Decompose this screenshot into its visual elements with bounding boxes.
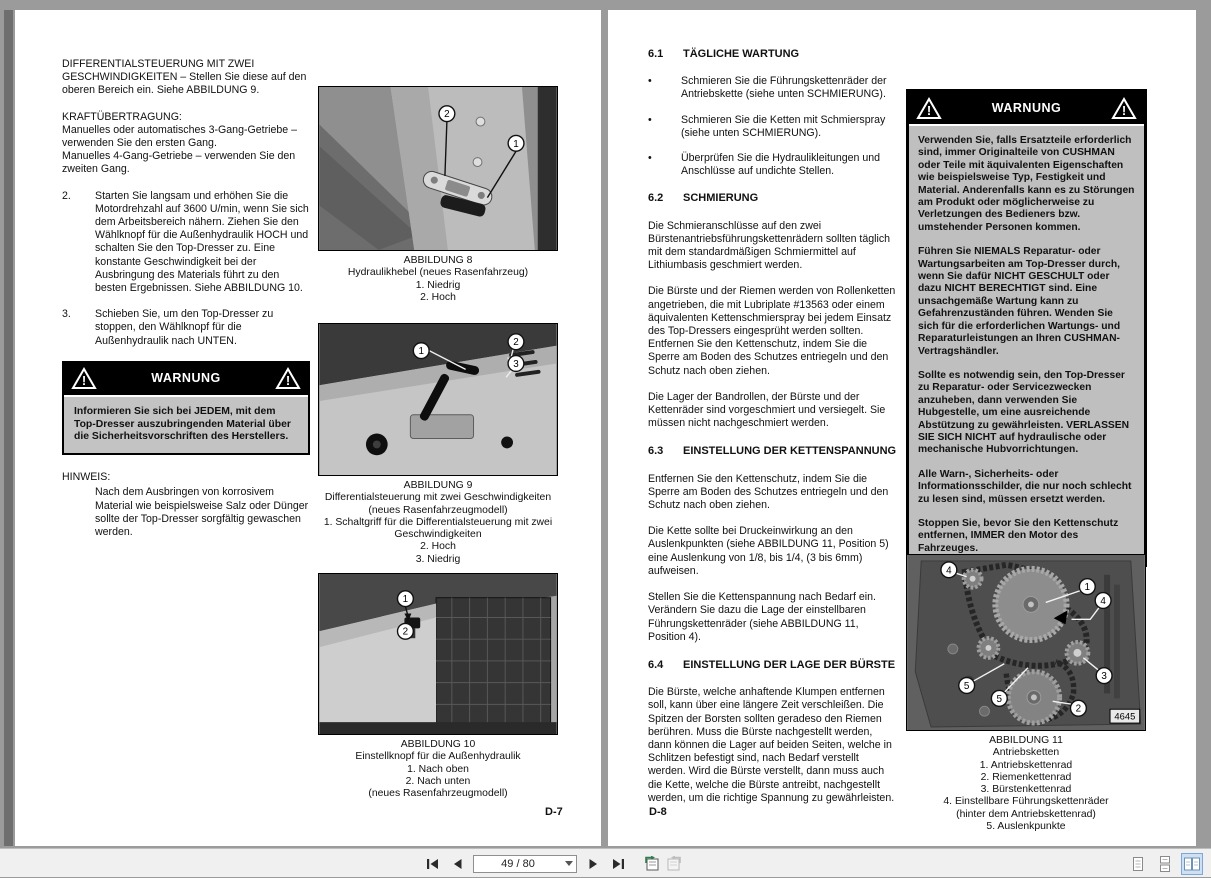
figure-10-caption bbox=[318, 739, 558, 800]
paragraph: Die Schmieranschlüsse auf den zwei Bürstenantriebsführungskettenrädern sollten täglich mit dem standardmäßigen Schmiermittel auf Lithiumbasis geschmiert werden. bbox=[648, 219, 891, 272]
next-view-icon bbox=[666, 856, 683, 871]
mesh-edge bbox=[538, 87, 557, 250]
section-title: TÄGLICHE WARTUNG bbox=[683, 48, 800, 60]
callout-3 bbox=[508, 356, 524, 372]
caption-line: 1. Schaltgriff für die Differentialsteuerung mit zwei bbox=[323, 516, 553, 528]
section-number: 6.3 bbox=[648, 445, 664, 458]
item-number: 3. bbox=[62, 308, 71, 321]
caption-line: ABBILDUNG 10 bbox=[400, 739, 476, 750]
caption-line: ABBILDUNG 11 bbox=[989, 735, 1063, 746]
caption-line: 4. Einstellbare Führungskettenräder bbox=[943, 796, 1109, 808]
figure-9-image bbox=[318, 323, 558, 476]
hinweis-text: Nach dem Ausbringen von korrosivem Material wie beispielsweise Salz oder Dünger sollte der Top-Dresser sorgfältig gewaschen werden. bbox=[95, 486, 309, 539]
figure-11-image bbox=[906, 554, 1146, 731]
warning-box bbox=[62, 361, 310, 455]
bullet-item bbox=[648, 114, 898, 140]
caption-line: (neues Rasenfahrzeugmodell) bbox=[368, 788, 508, 800]
svg-text:2: 2 bbox=[402, 626, 409, 638]
svg-text:!: ! bbox=[81, 373, 87, 389]
callout-3 bbox=[1096, 668, 1112, 684]
drive-sprocket-large bbox=[995, 569, 1066, 640]
single-page-layout-button[interactable] bbox=[1127, 853, 1149, 875]
warning-body bbox=[909, 126, 1144, 564]
warning-paragraph: Führen Sie NIEMALS Reparatur- oder Wartungsarbeiten am Top-Dresser durch, wenn Sie dafür NICHT GESCHULT oder dazu NICHT BERECHTIGT sind. Eine unsachgemäße Wartung kann zu Gefahrenzuständen führen. Wenden Sie sich für die erforderlichen Wartungs- und Reparaturleistungen an Ihren CUSHMAN-Vertragshändler. bbox=[918, 246, 1121, 357]
photo-id-tag bbox=[1110, 709, 1140, 723]
hinweis-label: HINWEIS: bbox=[62, 471, 111, 484]
callout-2 bbox=[1070, 700, 1086, 716]
caption-line: Differentialsteuerung mit zwei Geschwindigkeiten bbox=[324, 492, 552, 504]
figure-8 bbox=[318, 86, 558, 304]
paragraph: Die Kette sollte bei Druckeinwirkung an den Auslenkpunkten (siehe ABBILDUNG 11, Position 5) eine Auslenkung von 1/8, bis 1/4, (3 bis 6mm) aufweisen. bbox=[648, 525, 889, 577]
caption-line: 2. Nach unten bbox=[405, 775, 471, 787]
item-number: 2. bbox=[62, 189, 71, 202]
continuous-layout-icon bbox=[1158, 856, 1172, 872]
callout-4a bbox=[941, 562, 957, 578]
view-history-buttons bbox=[642, 854, 683, 874]
warning-paragraph: Stoppen Sie, bevor Sie den Kettenschutz entfernen, IMMER den Motor des Fahrzeuges. bbox=[918, 517, 1119, 554]
bullet-item bbox=[648, 152, 898, 178]
item-text: Starten Sie langsam und erhöhen Sie die Motordrehzahl auf 3600 U/min, wenn Sie sich dem Arbeitsbereich nähern. Ziehen Sie den Wählknopf für die Außenhydraulik HOCH und schalten Sie den Top-Dresser zu. Eine konstante Geschwindigkeit bei der Ausbringung des Materials führt zu den besten Ergebnissen. Siehe ABBILDUNG 10. bbox=[95, 189, 309, 295]
next-page-button[interactable] bbox=[584, 854, 602, 874]
paragraph: Die Bürste, welche anhaftende Klumpen entfernen soll, kann über eine längere Zeit verschleißen. Die Spitzen der Borsten sollten geradeso den Riemen berühren. Muss die Bürste nachgestellt werden, dann können die Lager auf beiden Seiten, welche in Schlitzen befestigt sind, nach Bedarf verstellt werden. Wird die Bürste verstellt, dann muss auch die Kette, welche die Bürste antreibt, nachgestellt werden, um die richtige Spannung zu gewährleisten. bbox=[648, 686, 895, 804]
caption-line: (neues Rasenfahrzeugmodell) bbox=[368, 504, 508, 516]
svg-text:5: 5 bbox=[963, 680, 970, 692]
next-view-button[interactable] bbox=[665, 854, 683, 874]
caption-line: 5. Auslenkpunkte bbox=[986, 821, 1066, 833]
svg-text:1: 1 bbox=[418, 346, 424, 358]
callout-2 bbox=[508, 334, 524, 350]
item-text: Schieben Sie, um den Top-Dresser zu stoppen, den Wählknopf für die Außenhydraulik nach UNTEN. bbox=[95, 308, 274, 347]
caption-line: Einstellknopf für die Außenhydraulik bbox=[355, 751, 521, 763]
belt-sprocket-right bbox=[1067, 642, 1089, 664]
bullet-marker: • bbox=[648, 113, 652, 126]
paragraph: Die Lager der Bandrollen, der Bürste und der Kettenräder sind vorgeschmiert und versiegelt. Sie müssen nicht nachgeschmiert werden. bbox=[648, 390, 886, 430]
warning-body bbox=[64, 397, 308, 453]
paragraph: Manuelles oder automatisches 3-Gang-Getriebe – verwenden Sie den ersten Gang. bbox=[62, 123, 297, 150]
bullet-text: Schmieren Sie die Führungskettenräder der Antriebskette (siehe unten SCHMIERUNG). bbox=[681, 75, 887, 101]
paragraph: Manuelles 4-Gang-Getriebe – verwenden Sie den zweiten Gang. bbox=[62, 150, 296, 176]
caption-line: 2. Hoch bbox=[420, 541, 456, 553]
bullet-item bbox=[648, 75, 898, 101]
chevron-down-icon bbox=[565, 861, 573, 866]
section-number: 6.1 bbox=[648, 48, 664, 60]
warning-triangle-icon bbox=[71, 367, 97, 390]
previous-page-button[interactable] bbox=[448, 854, 466, 874]
section-heading bbox=[648, 659, 898, 672]
next-page-icon bbox=[587, 857, 600, 871]
caption-line: 3. Niedrig bbox=[415, 553, 461, 565]
callout-1 bbox=[508, 135, 524, 151]
paragraph: Die Bürste und der Riemen werden von Rollenketten angetrieben, die mit Lubriplate #13563 oder einem äquivalenten Kettenschmierspray bei jedem Einsatz des Top-Dressers eingesprüht werden sollten. Entfernen Sie den Kettenschutz, indem Sie die Sperre am Boden des Schutzes entriegeln und den Schutz nach oben ziehen. bbox=[648, 285, 896, 377]
warning-paragraph: Sollte es notwendig sein, den Top-Dresser zu Reparatur- oder Servicezwecken anzuheben, dann verwenden Sie Hubgestelle, um eine ausreichende Abstützung zu gewährleisten. VERLASSEN SIE SICH NICHT auf hydraulische oder mechanische Hubvorrichtungen. bbox=[918, 369, 1130, 456]
callout-1 bbox=[413, 343, 429, 359]
warning-paragraph: Verwenden Sie, falls Ersatzteile erforderlich sind, immer Originalteile von CUSHMAN oder Teile mit äquivalenten Eigenschaften wie beispielsweise Typ, Festigkeit und Material. Anderenfalls kann es zu Störungen am Produkt oder möglicherweise zu Verletzungen des Bedieners bzw. umstehender Personen kommen. bbox=[918, 135, 1135, 233]
numbered-item bbox=[62, 308, 310, 348]
page-field bbox=[473, 855, 577, 873]
svg-text:!: ! bbox=[1121, 102, 1127, 118]
previous-view-icon bbox=[643, 856, 660, 871]
document-page-left bbox=[15, 10, 601, 846]
callout-5a bbox=[959, 678, 975, 694]
svg-text:2: 2 bbox=[1075, 703, 1082, 715]
previous-page-icon bbox=[451, 857, 464, 871]
warning-box bbox=[906, 89, 1147, 567]
paragraph: Stellen Sie die Kettenspannung nach Bedarf ein. Verändern Sie dazu die Lage der einstellbaren Führungskettenräder (siehe ABBILDUNG 11, Position 4). bbox=[648, 591, 876, 643]
two-page-layout-icon bbox=[1183, 856, 1201, 872]
svg-text:1: 1 bbox=[402, 594, 409, 606]
svg-text:3: 3 bbox=[513, 358, 519, 370]
single-page-layout-icon bbox=[1131, 856, 1145, 872]
previous-view-button[interactable] bbox=[642, 854, 660, 874]
figure-9 bbox=[318, 323, 558, 566]
continuous-layout-button[interactable] bbox=[1154, 853, 1176, 875]
figure-10-image bbox=[318, 573, 558, 735]
page-number: D-8 bbox=[649, 806, 667, 818]
caption-line: 1. Niedrig bbox=[415, 279, 461, 291]
section-title: EINSTELLUNG DER LAGE DER BÜRSTE bbox=[683, 658, 896, 671]
section-heading bbox=[648, 48, 898, 61]
caption-line: 1. Nach oben bbox=[407, 763, 469, 775]
callout-2 bbox=[398, 623, 414, 639]
svg-text:4: 4 bbox=[1100, 595, 1106, 607]
svg-text:3: 3 bbox=[1101, 671, 1107, 683]
warning-header bbox=[909, 92, 1144, 126]
lever-base bbox=[410, 415, 473, 439]
caption-line: ABBILDUNG 8 bbox=[403, 255, 473, 266]
section-title: EINSTELLUNG DER KETTENSPANNUNG bbox=[683, 445, 897, 458]
page-layout-controls bbox=[1127, 852, 1203, 876]
warning-paragraph: Informieren Sie sich bei JEDEM, mit dem Top-Dresser auszubringenden Material über die Sicherheitsvorschriften des Herstellers. bbox=[74, 405, 291, 443]
warning-triangle-icon bbox=[1111, 97, 1137, 120]
numbered-item bbox=[62, 190, 310, 296]
bullet-marker: • bbox=[648, 152, 652, 165]
bullet-text: Schmieren Sie die Ketten mit Schmierspray (siehe unten SCHMIERUNG). bbox=[681, 113, 886, 139]
svg-text:1: 1 bbox=[1084, 582, 1091, 594]
page-number-input[interactable] bbox=[474, 857, 562, 871]
svg-text:!: ! bbox=[285, 373, 291, 389]
left-shadow-strip bbox=[4, 10, 13, 846]
callout-2 bbox=[439, 106, 455, 122]
warning-paragraph: Alle Warn-, Sicherheits- oder Informationsschilder, die nur noch schlecht zu lesen sind, müssen ersetzt werden. bbox=[918, 468, 1132, 505]
left-text-column bbox=[62, 58, 310, 552]
svg-text:2: 2 bbox=[444, 109, 450, 121]
first-page-icon bbox=[425, 857, 440, 871]
section-title: SCHMIERUNG bbox=[683, 192, 759, 205]
viewer-toolbar bbox=[0, 848, 1211, 877]
callout-1 bbox=[1079, 579, 1095, 595]
caption-line: 2. Riemenkettenrad bbox=[980, 771, 1072, 783]
paragraph: DIFFERENTIALSTEUERUNG MIT ZWEI GESCHWINDIGKEITEN – Stellen Sie diese auf den oberen Bereich ein. Siehe ABBILDUNG 9. bbox=[62, 58, 307, 97]
caption-line: Geschwindigkeiten bbox=[394, 529, 482, 541]
warning-triangle-icon bbox=[275, 367, 301, 390]
caption-line: 1. Antriebskettenrad bbox=[979, 759, 1073, 771]
figure-10 bbox=[318, 573, 558, 800]
callout-5b bbox=[991, 690, 1007, 706]
guide-sprocket-top-left bbox=[964, 570, 982, 588]
caption-line: 2. Hoch bbox=[420, 291, 456, 303]
svg-text:5: 5 bbox=[996, 693, 1003, 705]
callout-1 bbox=[398, 591, 414, 607]
kraftuebertragung-block bbox=[62, 111, 310, 177]
caption-line: ABBILDUNG 9 bbox=[403, 480, 473, 491]
last-page-button[interactable] bbox=[609, 854, 627, 874]
caption-line: 3. Bürstenkettenrad bbox=[980, 784, 1072, 796]
warning-title: WARNUNG bbox=[991, 101, 1062, 115]
section-number: 6.2 bbox=[648, 192, 664, 205]
section-heading bbox=[648, 445, 898, 458]
caption-line: Hydraulikhebel (neues Rasenfahrzeug) bbox=[347, 267, 529, 279]
figure-11 bbox=[906, 554, 1146, 833]
svg-text:4: 4 bbox=[946, 565, 952, 577]
svg-text:2: 2 bbox=[513, 337, 519, 349]
figure-9-caption bbox=[318, 480, 558, 566]
warning-header bbox=[64, 363, 308, 397]
guide-sprocket-mid-left bbox=[979, 638, 999, 658]
bullet-marker: • bbox=[648, 75, 652, 88]
warning-triangle-icon bbox=[916, 97, 942, 120]
page-dropdown-button[interactable] bbox=[562, 861, 576, 866]
two-page-layout-button[interactable] bbox=[1181, 853, 1203, 875]
caption-line: Antriebsketten bbox=[992, 747, 1060, 759]
svg-text:1: 1 bbox=[513, 138, 519, 150]
svg-text:!: ! bbox=[926, 102, 932, 118]
document-page-right bbox=[608, 10, 1196, 846]
last-page-icon bbox=[611, 857, 626, 871]
bullet-text: Überprüfen Sie die Hydraulikleitungen und Anschlüsse auf undichte Stellen. bbox=[681, 152, 881, 178]
paragraph: KRAFTÜBERTRAGUNG: bbox=[62, 110, 182, 123]
page-navigation bbox=[423, 849, 683, 878]
callout-4b bbox=[1095, 593, 1111, 609]
figure-11-caption bbox=[906, 735, 1146, 833]
warning-title: WARNUNG bbox=[151, 371, 221, 386]
first-page-button[interactable] bbox=[423, 854, 441, 874]
svg-text:4645: 4645 bbox=[1114, 710, 1136, 722]
right-text-column bbox=[648, 48, 898, 818]
caption-line: (hinter dem Antriebskettenrad) bbox=[956, 808, 1096, 820]
figure-8-image bbox=[318, 86, 558, 251]
paragraph: Entfernen Sie den Kettenschutz, indem Sie die Sperre am Boden des Schutzes entriegeln und den Schutz nach oben ziehen. bbox=[648, 472, 889, 512]
page-number: D-7 bbox=[545, 806, 563, 818]
section-heading bbox=[648, 192, 898, 205]
figure-8-caption bbox=[318, 255, 558, 304]
section-number: 6.4 bbox=[648, 658, 664, 671]
